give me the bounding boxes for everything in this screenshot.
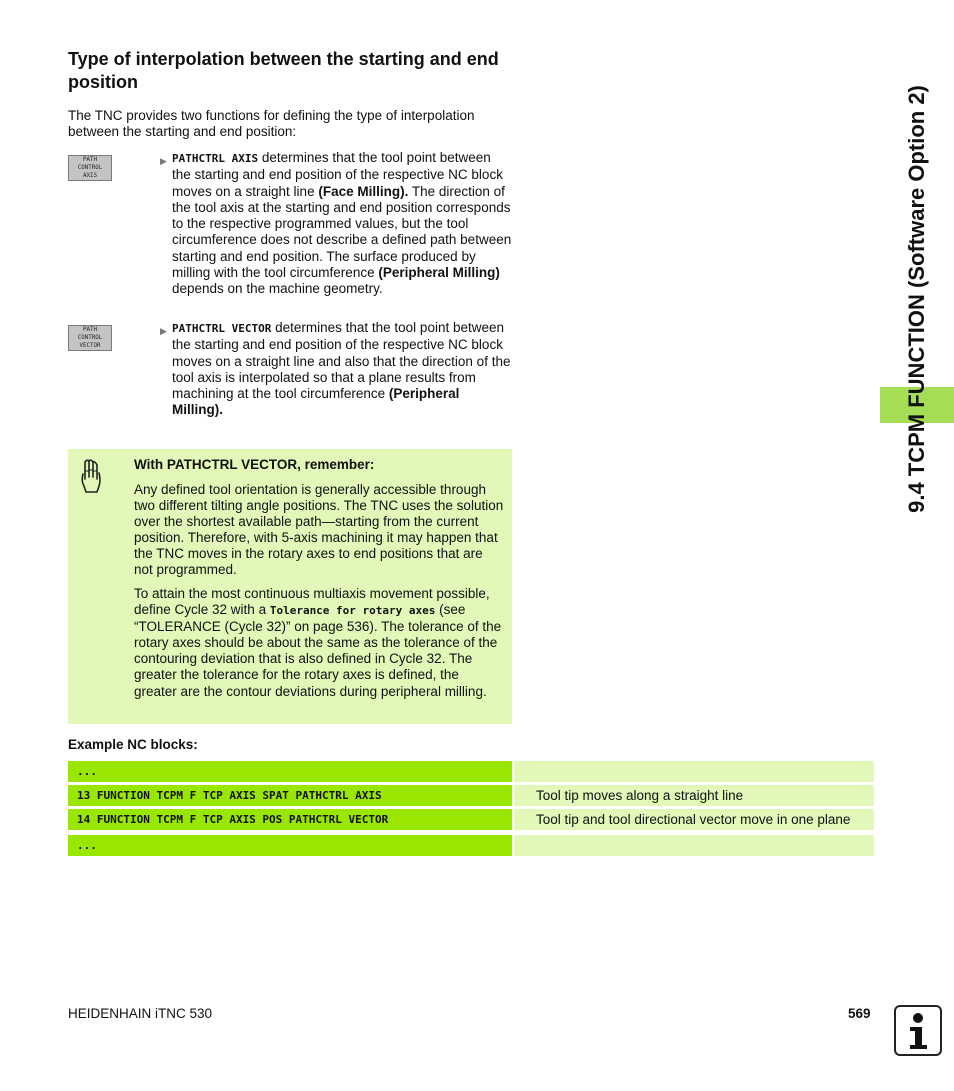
table-row [68, 835, 874, 856]
intro-paragraph: The TNC provides two functions for defining the type of interpolation between the starting and end position: [68, 108, 475, 140]
info-icon [894, 1005, 942, 1056]
info-glyph-icon [896, 1007, 940, 1054]
table-row [68, 761, 874, 782]
bullet-arrow-icon: ▶ [160, 326, 167, 336]
softkey-label-line: VECTOR [79, 343, 101, 349]
table-row [68, 785, 874, 806]
nc-desc-cell [512, 761, 874, 782]
desc-bold: (Peripheral Milling). [172, 386, 460, 418]
note-code: Tolerance for rotary axes [269, 604, 436, 618]
softkey-label-line: PATH [83, 157, 97, 163]
softkey-path-control-vector [68, 325, 112, 351]
side-chapter-title [880, 34, 954, 564]
nc-code-cell: 14 FUNCTION TCPM F TCP AXIS POS PATHCTRL VECTOR [68, 809, 512, 830]
code-pathctrl-axis: PATHCTRL AXIS [172, 152, 259, 165]
pointing-hand-icon [80, 459, 102, 495]
nc-code-cell: ... [68, 835, 512, 856]
note-text: To attain the most continuous multiaxis movement possible, define Cycle 32 with a [134, 586, 490, 618]
page-number: 569 [848, 1006, 871, 1021]
note-paragraph-2 [134, 586, 504, 700]
note-text: (see “TOLERANCE (Cycle 32)” on page 536). The tolerance of the rotary axes should be about the same as the tolerance of the contouring deviation that is also defined in Cycle 32. The greater the tolerance for the rotary axes is defined, the greater are the contour deviations during peripheral milling. [134, 602, 502, 699]
desc-text: The direction of the tool axis at the starting and end position corresponds to the respective programmed values, but the tool circumference does not describe a defined path between starting and end position. The surface produced by milling with the tool circumference [172, 183, 512, 281]
softkey-label-line: CONTROL [77, 335, 103, 341]
note-title: With PATHCTRL VECTOR, remember: [134, 457, 375, 472]
desc-bold: (Face Milling). [318, 183, 409, 199]
desc-text: determines that the tool point between the starting and end position of the respective NC block moves on a straight line [172, 150, 503, 199]
softkey-label-line: AXIS [83, 173, 97, 179]
side-chapter-title-text: 9.4 TCPM FUNCTION (Software Option 2) [904, 85, 929, 513]
desc-text: depends on the machine geometry. [172, 281, 383, 297]
note-paragraph-1: Any defined tool orientation is generally accessible through two different tilting angle positions. The TNC uses the solution over the shortest available path—starting from the current position. Therefore, with 5-axis machining it may happen that the TNC moves in the rotary axes to end positions that are not programmed. [134, 482, 504, 578]
function-description-axis [160, 150, 512, 298]
softkey-path-control-axis [68, 155, 112, 181]
section-heading: Type of interpolation between the starting and end position [68, 49, 499, 92]
function-description-vector [160, 320, 512, 419]
desc-bold: (Peripheral Milling) [378, 265, 500, 281]
nc-desc-cell: Tool tip and tool directional vector move in one plane [512, 809, 874, 830]
example-title: Example NC blocks: [68, 737, 198, 752]
code-pathctrl-vector: PATHCTRL VECTOR [172, 322, 272, 335]
nc-desc-cell: Tool tip moves along a straight line [512, 785, 874, 806]
softkey-label-line: PATH [83, 327, 97, 333]
bullet-arrow-icon: ▶ [160, 156, 167, 166]
nc-code-cell: ... [68, 761, 512, 782]
footer-manual-name: HEIDENHAIN iTNC 530 [68, 1006, 213, 1021]
softkey-label-line: CONTROL [77, 165, 103, 171]
nc-code-cell: 13 FUNCTION TCPM F TCP AXIS SPAT PATHCTRL AXIS [68, 785, 512, 806]
note-box [68, 449, 512, 724]
desc-text: determines that the tool point between the starting and end position of the respective NC block moves on a straight line and also that the direction of the tool axis is interpolated so that a plane results from machining at the tool circumference [172, 320, 511, 402]
table-row [68, 809, 874, 830]
nc-desc-cell [512, 835, 874, 856]
